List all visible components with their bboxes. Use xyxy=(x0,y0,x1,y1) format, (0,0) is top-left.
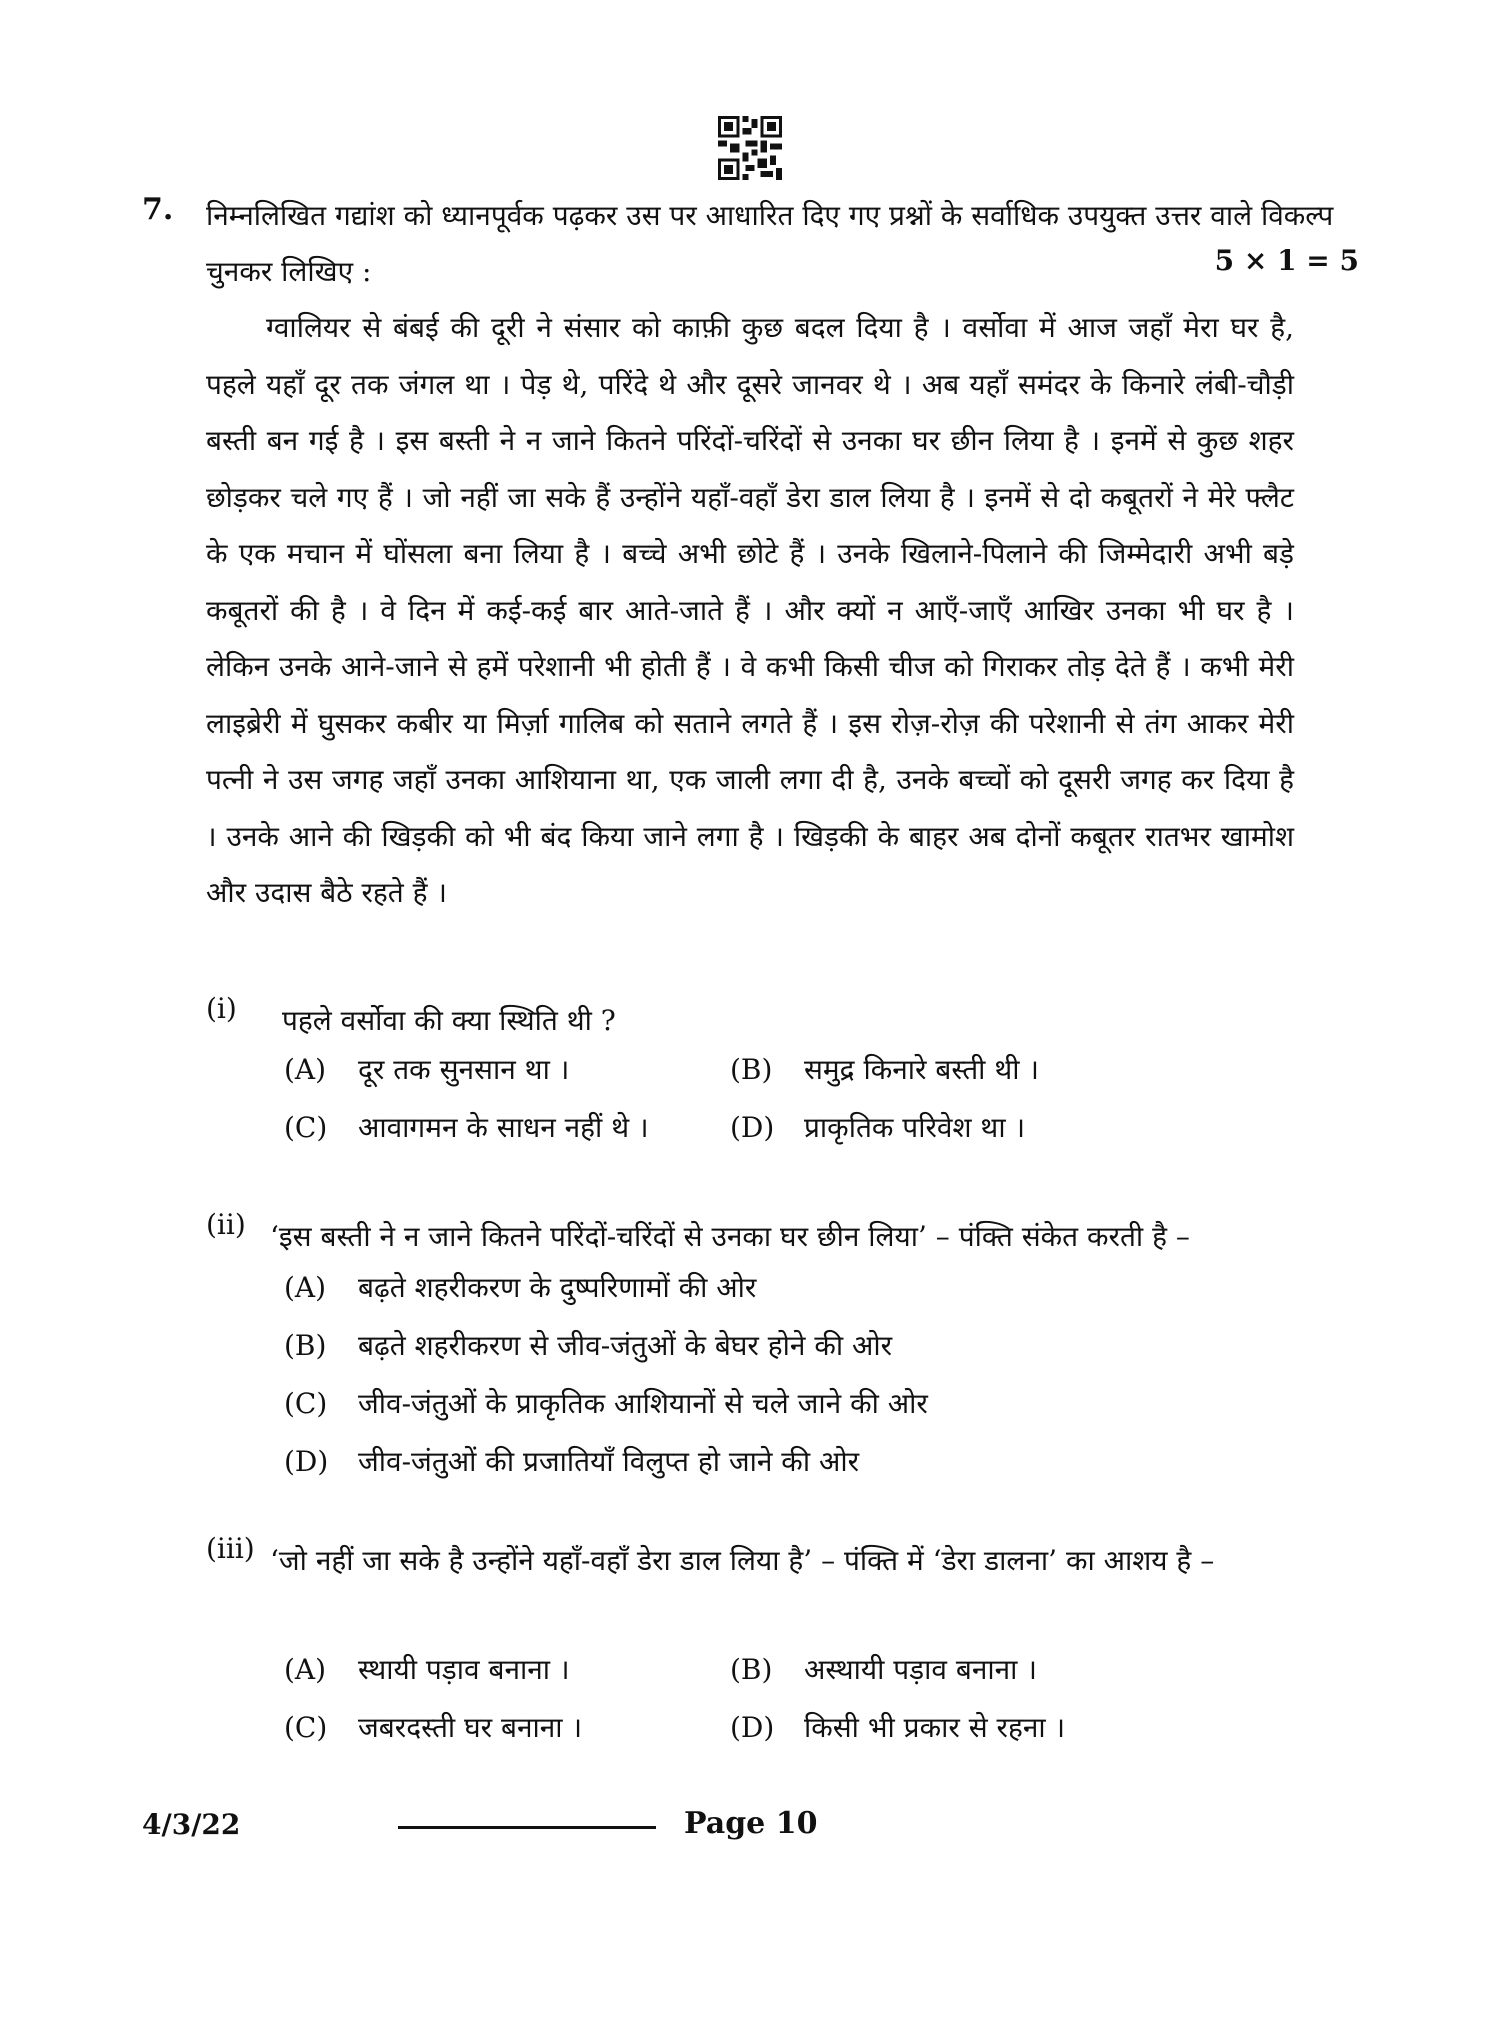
subquestion-label: (ii) xyxy=(206,1208,246,1241)
option-2d: (D) जीव-जंतुओं की प्रजातियाँ विलुप्त हो जाने की ओर xyxy=(284,1445,860,1478)
subquestion-label: (i) xyxy=(206,992,237,1025)
option-1b: (B) समुद्र किनारे बस्ती थी । xyxy=(730,1053,1039,1086)
subquestion-text: ‘जो नहीं जा सके है उन्होंने यहाँ-वहाँ डेरा डाल लिया है’ – पंक्ति में ‘डेरा डालना’ का आशय है – xyxy=(270,1544,1215,1577)
subquestion-label: (iii) xyxy=(206,1532,255,1565)
option-1c: (C) आवागमन के साधन नहीं थे । xyxy=(284,1111,649,1144)
option-3c: (C) जबरदस्ती घर बनाना । xyxy=(284,1711,583,1744)
option-3d: (D) किसी भी प्रकार से रहना । xyxy=(730,1711,1066,1744)
footer-divider xyxy=(398,1826,656,1829)
option-1d: (D) प्राकृतिक परिवेश था । xyxy=(730,1111,1026,1144)
option-2a: (A) बढ़ते शहरीकरण के दुष्परिणामों की ओर xyxy=(284,1271,757,1304)
subquestion-text: पहले वर्सोवा की क्या स्थिति थी ? xyxy=(282,1004,616,1037)
qr-code-icon xyxy=(718,116,782,180)
option-3b: (B) अस्थायी पड़ाव बनाना । xyxy=(730,1653,1037,1686)
page-number: Page 10 xyxy=(684,1806,818,1841)
question-number: 7. xyxy=(142,192,174,227)
question-marks: 5 × 1 = 5 xyxy=(1214,244,1359,277)
option-2b: (B) बढ़ते शहरीकरण से जीव-जंतुओं के बेघर होने की ओर xyxy=(284,1329,893,1362)
passage-text: ग्वालियर से बंबई की दूरी ने संसार को काफ़ी कुछ बदल दिया है । वर्सोवा में आज जहाँ मेरा घर है, पहले यहाँ दूर तक जंगल था । पेड़ थे, परिंदे थे और दूसरे जानवर थे । अब यहाँ समंदर के किनारे लंबी-चौड़ी बस्ती बन गई है । इस बस्ती ने न जाने कितने परिंदों-चरिंदों से उनका घर छीन लिया है । इनमें से कुछ शहर छोड़कर चले गए हैं । जो नहीं जा सके हैं उन्होंने यहाँ-वहाँ डेरा डाल लिया है । इनमें से दो कबूतरों ने मेरे फ्लैट के एक मचान में घोंसला बना लिया है । बच्चे अभी छोटे हैं । उनके खिलाने-पिलाने की जिम्मेदारी अभी बड़े कबूतरों की है । वे दिन में कई-कई बार आते-जाते हैं । और क्यों न आएँ-जाएँ आखिर उनका भी घर है । लेकिन उनके आने-जाने से हमें परेशानी भी होती हैं । वे कभी किसी चीज को गिराकर तोड़ देते हैं । कभी मेरी लाइब्रेरी में घुसकर कबीर या मिर्ज़ा गालिब को सताने लगते हैं । इस रोज़-रोज़ की परेशानी से तंग आकर मेरी पत्नी ने उस जगह जहाँ उनका आशियाना था, एक जाली लगा दी है, उनके बच्चों को दूसरी जगह कर दिया है । उनके आने की खिड़की को भी बंद किया जाने लगा है । खिड़की के बाहर अब दोनों कबूतर रातभर खामोश और उदास बैठे रहते हैं । xyxy=(206,311,1294,909)
option-1a: (A) दूर तक सुनसान था । xyxy=(284,1053,570,1086)
subquestion-text: ‘इस बस्ती ने न जाने कितने परिंदों-चरिंदों से उनका घर छीन लिया’ – पंक्ति संकेत करती है – xyxy=(270,1220,1190,1253)
option-2c: (C) जीव-जंतुओं के प्राकृतिक आशियानों से चले जाने की ओर xyxy=(284,1387,928,1420)
question-instruction: निम्नलिखित गद्यांश को ध्यानपूर्वक पढ़कर उस पर आधारित दिए गए प्रश्नों के सर्वाधिक उपयुक्त उत्तर वाले विकल्प चुनकर लिखिए : xyxy=(206,199,1334,288)
paper-code: 4/3/22 xyxy=(142,1808,241,1841)
option-3a: (A) स्थायी पड़ाव बनाना । xyxy=(284,1653,570,1686)
